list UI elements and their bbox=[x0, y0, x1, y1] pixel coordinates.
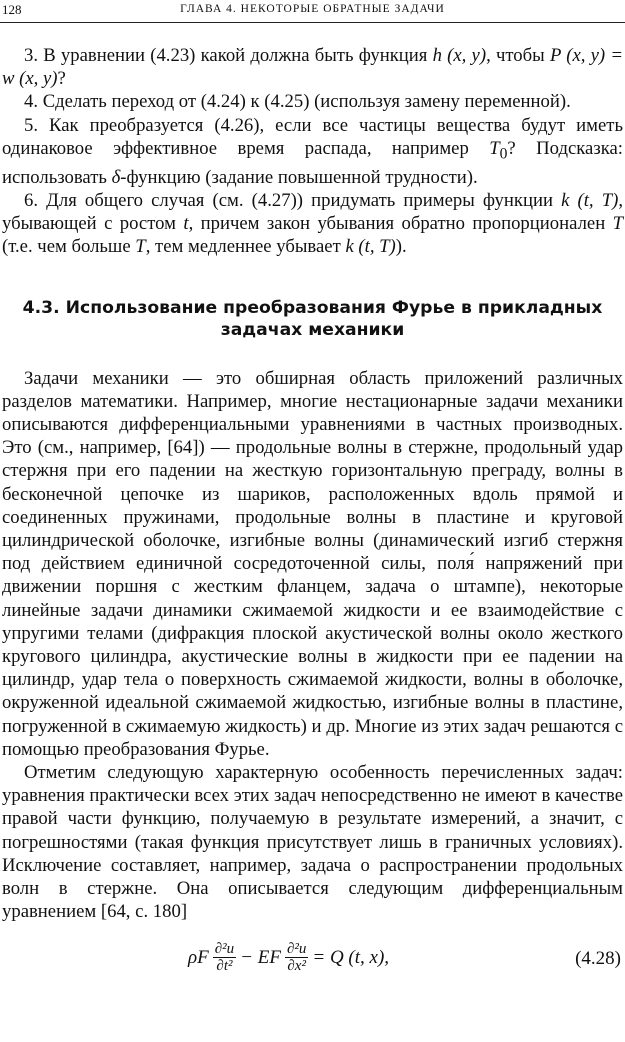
exercise-3-text: 3. В уравнении (4.23) какой должна быть функция bbox=[24, 45, 433, 66]
exercise-5 bbox=[2, 114, 623, 189]
exercise-6-text-e: , тем медленнее убывает bbox=[145, 236, 346, 258]
page-number: 128 bbox=[2, 2, 22, 17]
exercise-6-text-c: , причем закон убывания обратно пропорционален bbox=[188, 213, 613, 235]
math-delta: δ bbox=[111, 166, 121, 188]
math-T: T bbox=[612, 213, 623, 235]
fraction-denominator: ∂t² bbox=[216, 958, 233, 975]
exercise-3-text-b: , чтобы bbox=[486, 45, 550, 66]
equation-rhs: = Q (t, x), bbox=[312, 947, 390, 969]
fraction-denominator: ∂x² bbox=[287, 958, 306, 975]
exercise-6-text: 6. Для общего случая (см. (4.27)) придумать примеры функции bbox=[24, 189, 562, 211]
exercise-6-text-b: , убывающей с ростом bbox=[2, 189, 624, 235]
math-k-tT: k (t, T) bbox=[345, 236, 396, 258]
exercise-3-text-c: ? bbox=[57, 68, 66, 90]
math-t0-subscript: 0 bbox=[499, 145, 508, 163]
fraction-d2u-dx2 bbox=[285, 941, 308, 974]
equation-rhoF: ρF bbox=[188, 947, 209, 969]
math-k-tT: k (t, T) bbox=[561, 189, 619, 211]
running-head bbox=[0, 0, 625, 23]
exercise-6-text-d: (т.е. чем больше bbox=[2, 236, 136, 258]
math-T: T bbox=[135, 236, 146, 258]
exercise-5-text-c: -функцию (задание повышенной трудности). bbox=[120, 166, 478, 188]
body-paragraph-2: Отметим следующую характерную особенность перечисленных задач: уравнения практически всех этих задач непосредственно не имеют в качестве правой части функцию, получаемую в результате измерений, а значит, с погрешностями (такая функция присутствует лишь в граничных условиях). Исключение составляет, например, задача о распространении продольных волн в стержне. Она описывается следующим дифференциальным уравнением [64, с. 180] bbox=[2, 762, 623, 923]
section-heading-line-1: 4.3. Использование преобразования Фурье в прикладных bbox=[22, 297, 603, 318]
equation-4-28 bbox=[2, 935, 623, 979]
exercise-5-text: 5. Как преобразуется (4.26), если все частицы вещества будут иметь одинаковое эффективное время распада, например bbox=[2, 114, 623, 159]
section-heading bbox=[2, 297, 623, 341]
chapter-title: ГЛАВА 4. НЕКОТОРЫЕ ОБРАТНЫЕ ЗАДАЧИ bbox=[180, 3, 445, 15]
math-t: t bbox=[183, 213, 189, 235]
math-h-xy: h (x, y) bbox=[432, 45, 487, 66]
equation-body bbox=[188, 941, 389, 974]
page-content bbox=[2, 44, 623, 979]
equation-minus-EF: − EF bbox=[240, 947, 281, 969]
fraction-d2u-dt2 bbox=[213, 941, 236, 974]
exercise-3 bbox=[2, 44, 623, 90]
math-p-equals-w: P (x, y) = w (x, y) bbox=[2, 45, 623, 90]
exercise-4: 4. Сделать переход от (4.24) к (4.25) (используя замену переменной). bbox=[24, 91, 571, 113]
fraction-numerator: ∂²u bbox=[214, 941, 235, 958]
fraction-numerator: ∂²u bbox=[286, 941, 307, 958]
section-heading-line-2: задачах механики bbox=[220, 319, 405, 340]
body-paragraph-1: Задачи механики — это обширная область приложений различных разделов математики. Например, многие нестационарные задачи механики описываются дифференциальными уравнениями в частных производных. Это (см., например, [64]) — продольные волны в стержне, продольный удар стержня при его падении на жесткую горизонтальную преграду, волны в бесконечной цепочке из шариков, расположенных вдоль прямой и соединенных пружинами, продольные волны в пластине и круговой цилиндрической оболочке, изгибные волны (динамический изгиб стержня под действием единичной сосредоточенной силы, поля́ напряжений при движении поршня с жестким фланцем, задача о штампе), некоторые линейные задачи динамики сжимаемой жидкости и ее взаимодействие с упругими телами (дифракция плоской акустической волны около жесткого кругового цилиндра, акустические волны в жидкости при ее падении на цилиндр, удар тела о поверхность сжимаемой жидкости, волны в оболочке, окруженной идеальной сжимаемой жидкостью, изгибные волны в пластине, погруженной в сжимаемую жидкость) и др. Многие из этих задач решаются с помощью преобразования Фурье. bbox=[2, 367, 623, 760]
exercise-6-text-f: ). bbox=[395, 236, 407, 258]
equation-number: (4.28) bbox=[575, 948, 621, 970]
math-t0: T bbox=[489, 137, 500, 159]
exercise-5-text-b: ? Подсказка: использовать bbox=[2, 137, 623, 188]
exercise-6 bbox=[2, 189, 623, 259]
